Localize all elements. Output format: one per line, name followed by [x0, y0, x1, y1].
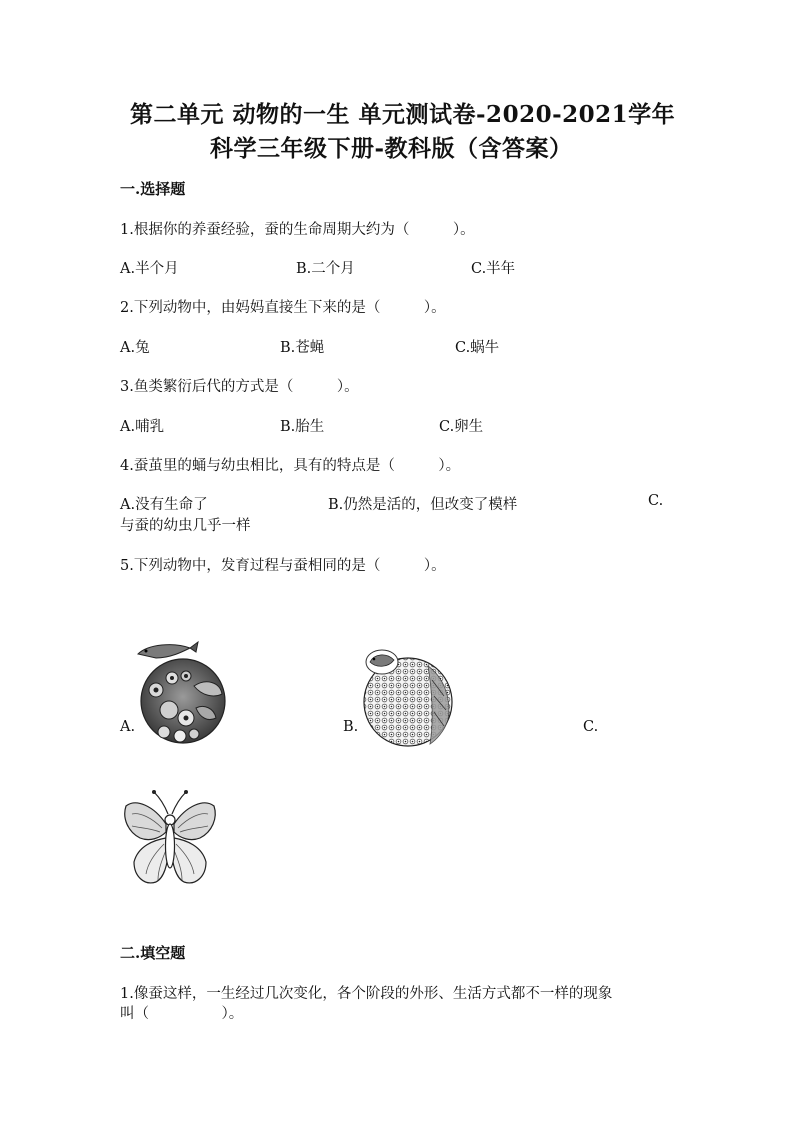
q1-option-b: B.二个月: [296, 261, 355, 277]
question-4: 4.蚕茧里的蛹与幼虫相比，具有的特点是（ ）。: [120, 458, 461, 474]
page-title-line1: 第二单元 动物的一生 单元测试卷-2020-2021学年: [130, 101, 676, 128]
q3-option-b: B.胎生: [280, 419, 325, 435]
question-3: 3.鱼类繁衍后代的方式是（ ）。: [120, 379, 359, 395]
frog-spawn-image: [360, 640, 458, 748]
q4-option-c: C.: [648, 493, 664, 509]
q1-option-c: C.半年: [471, 261, 516, 277]
q4-option-b: B.仍然是活的，但改变了模样: [328, 497, 518, 513]
question-1: 1.根据你的养蚕经验，蚕的生命周期大约为（ ）。: [120, 222, 475, 238]
page-title-line2: 科学三年级下册-教科版（含答案）: [210, 135, 573, 162]
q5-option-a-label: A.: [120, 719, 136, 735]
section-heading-fill-blank: 二.填空题: [120, 944, 186, 962]
q2-option-b: B.苍蝇: [280, 340, 325, 356]
q4-option-a: A.没有生命了: [120, 497, 208, 513]
fish-eggs-image: [134, 638, 234, 746]
q5-option-b-label: B.: [343, 719, 359, 735]
question-2: 2.下列动物中，由妈妈直接生下来的是（ ）。: [120, 300, 446, 316]
butterfly-image: [118, 784, 222, 894]
fill-question-1-line2: 叫（ ）。: [120, 1006, 244, 1022]
question-5: 5.下列动物中，发育过程与蚕相同的是（ ）。: [120, 558, 446, 574]
q2-option-c: C.蜗牛: [455, 340, 500, 356]
q1-option-a: A.半个月: [120, 261, 179, 277]
q3-option-c: C.卵生: [439, 419, 484, 435]
section-heading-choice: 一.选择题: [120, 180, 186, 198]
q2-option-a: A.兔: [120, 340, 150, 356]
q3-option-a: A.哺乳: [120, 419, 165, 435]
fill-question-1-line1: 1.像蚕这样，一生经过几次变化，各个阶段的外形、生活方式都不一样的现象: [120, 986, 613, 1002]
q5-option-c-label: C.: [583, 719, 599, 735]
q4-option-c-continued: 与蚕的幼虫几乎一样: [120, 518, 251, 534]
